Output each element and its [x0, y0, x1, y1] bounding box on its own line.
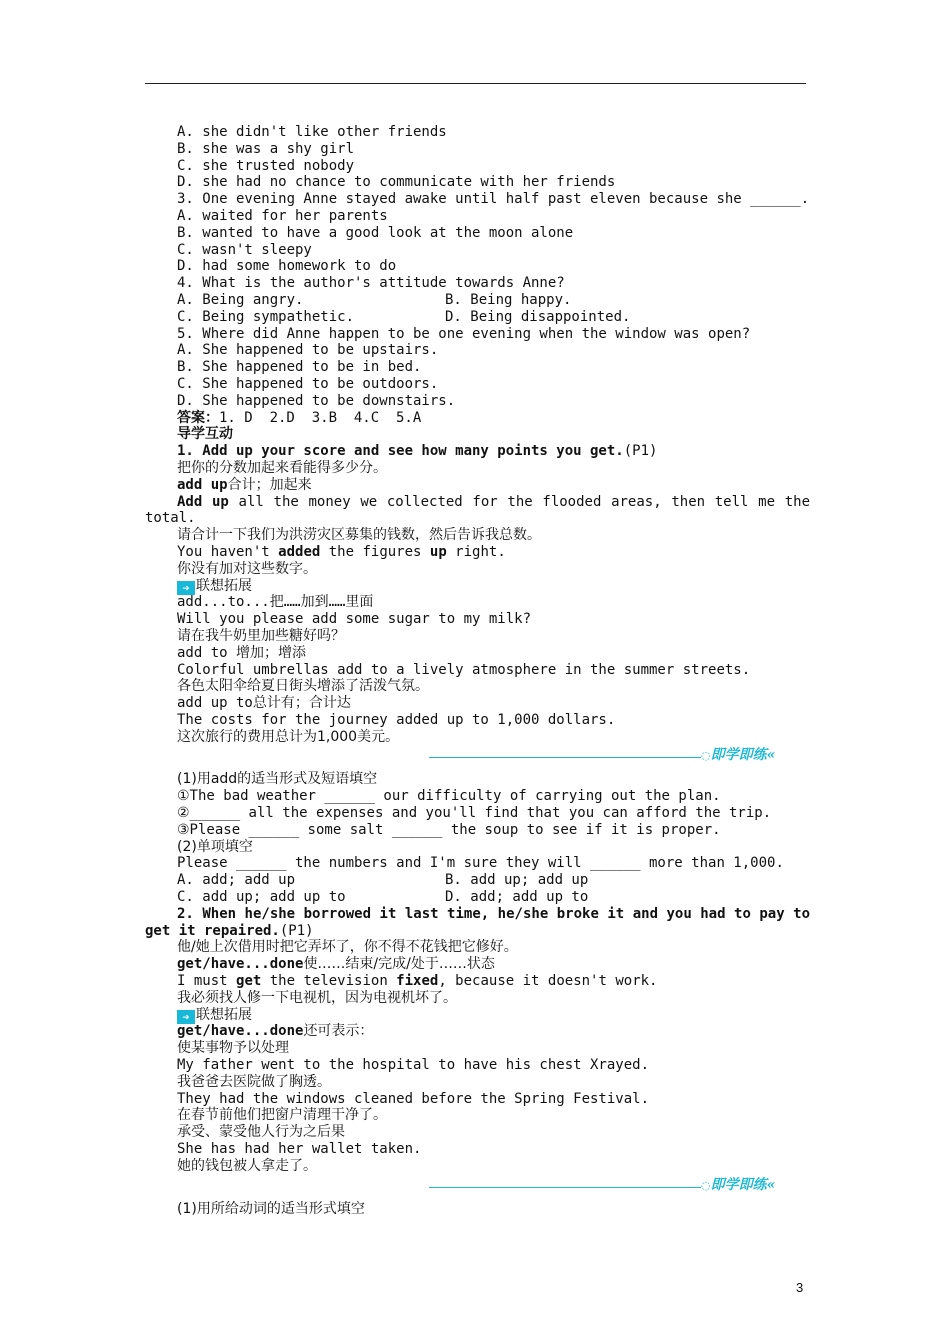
item2-meaning1-cn1: 我爸爸去医院做了胸透。 — [177, 1073, 331, 1090]
q4-option-d: D. Being disappointed. — [445, 308, 631, 325]
q3-stem: 3. One evening Anne stayed awake until half past eleven because she ______. — [177, 191, 810, 208]
practice1-option-c: C. add up; add up to — [177, 889, 346, 906]
page-content — [145, 124, 810, 1217]
divider-line — [429, 1187, 701, 1188]
item2-example1-cn: 我必须找人修一下电视机，因为电视机坏了。 — [177, 989, 457, 1006]
item2-meaning1-en2: They had the windows cleaned before the Spring Festival. — [177, 1090, 650, 1107]
item2-meaning2-cn: 她的钱包被人拿走了。 — [177, 1157, 317, 1174]
q4-options-cd — [145, 309, 810, 326]
q5-option-d: D. She happened to be downstairs. — [177, 392, 456, 409]
circle-dot-icon: ◌ — [701, 1178, 711, 1192]
practice-divider-2 — [145, 1175, 810, 1201]
item1-heading-cn: 把你的分数加起来看能得多少分。 — [177, 459, 387, 476]
item2-meaning1-cn2: 在春节前他们把窗户清理干净了。 — [177, 1107, 387, 1124]
q3-option-d: D. had some homework to do — [177, 258, 397, 275]
header-rule — [145, 83, 806, 84]
item2-phrase: get/have...done使……结束/完成/处于……状态 — [177, 956, 495, 973]
double-chevron-left-icon: « — [766, 747, 776, 764]
practice1-option-b: B. add up; add up — [445, 872, 589, 889]
q2-option-c: C. she trusted nobody — [177, 157, 355, 174]
item1-ext3-cn: 这次旅行的费用总计为1,000美元。 — [177, 728, 400, 745]
answers — [145, 410, 810, 427]
item2-meaning2: 承受、蒙受他人行为之后果 — [177, 1124, 345, 1141]
divider-line — [429, 757, 701, 758]
item1-ext2: add to 增加；增添 — [177, 644, 307, 661]
item1-ext3-en: The costs for the journey added up to 1,000 dollars. — [177, 711, 616, 728]
practice2-title: (1)用所给动词的适当形式填空 — [177, 1200, 365, 1217]
section-title: 导学互动 — [177, 426, 233, 443]
item2-meaning2-en: She has had her wallet taken. — [177, 1141, 422, 1158]
q4-options-ab — [145, 292, 810, 309]
item1-example1-cn: 请合计一下我们为洪涝灾区募集的钱数，然后告诉我总数。 — [177, 527, 541, 544]
item2-extend-heading: ➔ 联想拓展 — [145, 1007, 810, 1024]
practice1-option-a: A. add; add up — [177, 872, 296, 889]
practice1-title2: (2)单项填空 — [177, 838, 253, 855]
item1-phrase: add up合计；加起来 — [177, 476, 312, 493]
practice-divider — [145, 745, 810, 771]
item2-ext-intro: get/have...done还可表示： — [177, 1023, 374, 1040]
practice1-stem: Please ______ the numbers and I'm sure they will ______ more than 1,000. — [177, 855, 784, 872]
q5-option-c: C. She happened to be outdoors. — [177, 375, 439, 392]
item1-ext2-en: Colorful umbrellas add to a lively atmosphere in the summer streets. — [177, 661, 751, 678]
item2-example1: I must get the television fixed, because it doesn't work. — [177, 973, 658, 990]
answers-label: 答案： — [177, 409, 219, 426]
practice1-q3: ③Please ______ some salt ______ the soup to see if it is proper. — [177, 821, 721, 838]
practice1-q1: ①The bad weather ______ our difficulty of carrying out the plan. — [177, 788, 721, 805]
item1-extend-heading: ➔ 联想拓展 — [145, 578, 810, 595]
practice1-options-cd — [145, 889, 810, 906]
item1-ext2-cn: 各色太阳伞给夏日街头增添了活泼气氛。 — [177, 678, 429, 695]
practice-badge: ◌即学即练« — [701, 747, 776, 764]
practice1-title: (1)用add的适当形式及短语填空 — [177, 771, 378, 788]
item1-ext1: add...to...把……加到……里面 — [177, 594, 374, 611]
practice1-options-ab — [145, 872, 810, 889]
q3-option-c: C. wasn't sleepy — [177, 241, 312, 258]
q5-stem: 5. Where did Anne happen to be one evening when the window was open? — [177, 325, 751, 342]
arrow-right-icon: ➔ — [177, 1010, 195, 1024]
item2-meaning1: 使某事物予以处理 — [177, 1040, 289, 1057]
q2-option-a: A. she didn't like other friends — [177, 124, 447, 140]
practice-badge-2: ◌即学即练« — [701, 1176, 776, 1193]
q2-option-b: B. she was a shy girl — [177, 140, 355, 157]
q4-option-a: A. Being angry. — [177, 291, 304, 308]
page-number: 3 — [796, 1280, 804, 1295]
practice1-q2: ②______ all the expenses and you'll find that you can afford the trip. — [177, 805, 772, 822]
practice1-option-d: D. add; add up to — [445, 889, 589, 906]
circle-dot-icon: ◌ — [701, 749, 711, 763]
q4-option-b: B. Being happy. — [445, 291, 572, 308]
answers-text: 1. D 2.D 3.B 4.C 5.A — [219, 409, 422, 426]
item1-heading: 1. Add up your score and see how many points you get.(P1) — [177, 443, 658, 460]
item2-heading: 2. When he/she borrowed it last time, he/she broke it and you had to pay to get it repaired.(P1) — [145, 905, 810, 939]
double-chevron-left-icon: « — [766, 1176, 776, 1193]
q3-option-a: A. waited for her parents — [177, 207, 388, 224]
item1-ext3: add up to总计有；合计达 — [177, 695, 351, 712]
item1-example2: You haven't added the figures up right. — [177, 543, 506, 560]
item1-example2-cn: 你没有加对这些数字。 — [177, 560, 317, 577]
item2-meaning1-en1: My father went to the hospital to have his chest Xrayed. — [177, 1057, 650, 1074]
arrow-right-icon: ➔ — [177, 581, 195, 595]
q5-option-a: A. She happened to be upstairs. — [177, 342, 439, 359]
q4-option-c: C. Being sympathetic. — [177, 308, 355, 325]
q4-stem: 4. What is the author's attitude towards Anne? — [177, 275, 565, 292]
item1-ext1-cn: 请在我牛奶里加些糖好吗？ — [177, 627, 345, 644]
q5-option-b: B. She happened to be in bed. — [177, 359, 422, 376]
item2-heading-cn: 他/她上次借用时把它弄坏了，你不得不花钱把它修好。 — [177, 939, 518, 956]
item1-example1: Add up all the money we collected for the flooded areas, then tell me the total. — [145, 493, 810, 527]
item1-ext1-en: Will you please add some sugar to my milk? — [177, 611, 532, 628]
q2-option-d: D. she had no chance to communicate with her friends — [177, 174, 616, 191]
q3-option-b: B. wanted to have a good look at the moon alone — [177, 224, 574, 241]
